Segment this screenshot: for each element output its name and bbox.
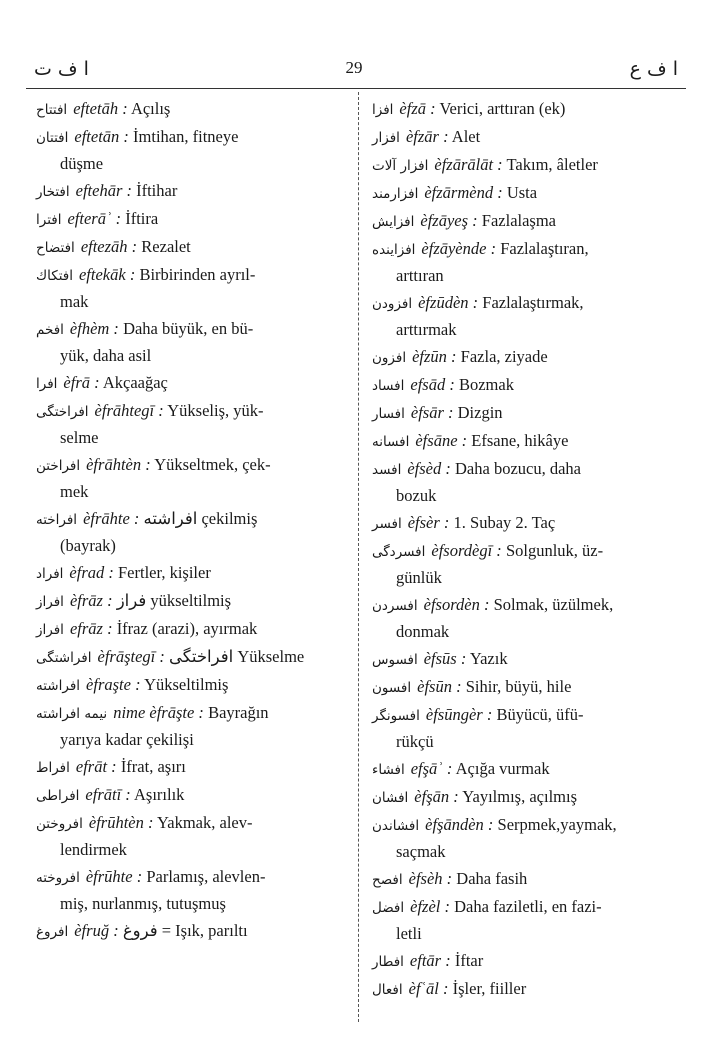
- entry-transliteration: èfraşte :: [86, 675, 141, 694]
- header-rule: [26, 88, 686, 89]
- entry-meaning: Dizgin: [457, 403, 503, 422]
- dictionary-entry: [36, 316, 348, 369]
- entry-transliteration: èfrāz :: [69, 591, 113, 610]
- entry-arabic: افسر: [372, 516, 402, 532]
- entry-transliteration: èfzūdèn :: [418, 293, 479, 312]
- dictionary-entry: [36, 754, 348, 781]
- entry-arabic: افصح: [372, 872, 403, 888]
- dictionary-entry: [36, 452, 348, 505]
- entry-transliteration: èfzārmènd :: [424, 183, 503, 202]
- entry-meaning: Takım, âletler: [506, 155, 598, 174]
- entry-meaning: Akçaağaç: [102, 373, 168, 392]
- dictionary-entry: [372, 756, 676, 783]
- entry-meaning-continued: arttırmak: [396, 320, 457, 339]
- entry-transliteration: èfsèh :: [408, 869, 453, 888]
- entry-arabic: افسد: [372, 462, 402, 478]
- entry-transliteration: eftetān :: [74, 127, 129, 146]
- entry-arabic: افراختگی: [36, 404, 89, 420]
- dictionary-entry: [372, 152, 676, 179]
- dictionary-entry: [372, 456, 676, 509]
- entry-meaning: İfraz (arazi), ayırmak: [116, 619, 258, 638]
- entry-transliteration: èfrūhtèn :: [88, 813, 154, 832]
- entry-meaning: Sihir, büyü, hile: [465, 677, 572, 696]
- entry-transliteration: efrāz :: [69, 619, 113, 638]
- dictionary-entry: [372, 812, 676, 865]
- entry-transliteration: èfsār :: [410, 403, 454, 422]
- dictionary-entry: [372, 674, 676, 701]
- entry-transliteration: èfrūhte :: [85, 867, 143, 886]
- dictionary-entry: [372, 894, 676, 947]
- entry-arabic: افراد: [36, 566, 64, 582]
- entry-arabic: افسون: [372, 680, 412, 696]
- entry-transliteration: efsād :: [410, 375, 455, 394]
- entry-meaning: İftihar: [136, 181, 178, 200]
- entry-transliteration: èfsūn :: [417, 677, 462, 696]
- entry-meaning: Fazlalaşma: [481, 211, 556, 230]
- entry-meaning-continued: arttıran: [396, 266, 444, 285]
- dictionary-entry: [36, 672, 348, 699]
- entry-arabic: افساد: [372, 378, 405, 394]
- entry-meaning: Yükseltmek, çek-: [154, 455, 271, 474]
- entry-arabic: افسوس: [372, 652, 418, 668]
- dictionary-entry: [372, 948, 676, 975]
- dictionary-entry: [36, 398, 348, 451]
- dictionary-entry: [372, 96, 676, 123]
- entry-transliteration: èfsordèn :: [423, 595, 490, 614]
- entry-arabic: افزودن: [372, 296, 413, 312]
- header-right-letters: ا ف ع: [629, 58, 678, 80]
- entry-transliteration: èfzāyeş :: [420, 211, 478, 230]
- entry-meaning: Daha fasih: [456, 869, 528, 888]
- entry-transliteration: èfruğ :: [74, 921, 119, 940]
- entry-transliteration: èfsèr :: [407, 513, 450, 532]
- dictionary-entry: [36, 864, 348, 917]
- entry-transliteration: èfsūngèr :: [425, 705, 493, 724]
- entry-meaning: 1. Subay 2. Taç: [453, 513, 556, 532]
- entry-meaning-continued: bozuk: [396, 486, 437, 505]
- entry-meaning-continued: donmak: [396, 622, 450, 641]
- entry-arabic: افراخته: [36, 512, 78, 528]
- entry-arabic: افروخته: [36, 870, 80, 886]
- entry-arabic: افزایش: [372, 214, 415, 230]
- entry-meaning-continued: letli: [396, 924, 422, 943]
- entry-transliteration: èfşāndèn :: [425, 815, 494, 834]
- dictionary-entry: [36, 700, 348, 753]
- entry-meaning: Alet: [451, 127, 481, 146]
- entry-transliteration: èfrāhtegī :: [94, 401, 164, 420]
- entry-meaning: İmtihan, fitneye: [133, 127, 239, 146]
- entry-meaning: Yayılmış, açılmış: [462, 787, 578, 806]
- entry-meaning: Parlamış, alevlen-: [146, 867, 266, 886]
- entry-meaning: Açılış: [130, 99, 171, 118]
- entry-transliteration: èfʿāl :: [408, 979, 449, 998]
- dictionary-entry: [36, 560, 348, 587]
- entry-meaning-continued: mak: [60, 292, 89, 311]
- entry-arabic: افزاینده: [372, 242, 416, 258]
- dictionary-entry: [36, 262, 348, 315]
- entry-meaning-continued: selme: [60, 428, 99, 447]
- dictionary-entry: [36, 588, 348, 615]
- entry-meaning-continued: rükçü: [396, 732, 434, 751]
- entry-meaning-continued: yük, daha asil: [60, 346, 152, 365]
- dictionary-entry: [36, 506, 348, 559]
- entry-transliteration: èfzèl :: [410, 897, 450, 916]
- entry-meaning: Daha büyük, en bü-: [123, 319, 254, 338]
- entry-arabic: افراز: [36, 594, 64, 610]
- dictionary-entry: [372, 124, 676, 151]
- entry-arabic: افتتاح: [36, 102, 68, 118]
- dictionary-entry: [372, 344, 676, 371]
- entry-meaning-continued: günlük: [396, 568, 442, 587]
- dictionary-entry: [36, 206, 348, 233]
- dictionary-entry: [36, 782, 348, 809]
- entry-arabic: نیمه افراشته: [36, 706, 108, 722]
- entry-arabic: افزار: [372, 130, 400, 146]
- entry-meaning-continued: miş, nurlanmış, tutuşmuş: [60, 894, 226, 913]
- entry-meaning: Yakmak, alev-: [157, 813, 253, 832]
- entry-meaning: افراشته çekilmiş: [143, 509, 258, 528]
- entry-transliteration: èfşān :: [414, 787, 459, 806]
- entry-meaning-continued: saçmak: [396, 842, 446, 861]
- entry-meaning: Rezalet: [141, 237, 191, 256]
- entry-meaning: فراز yükseltilmiş: [116, 591, 232, 610]
- entry-meaning: افراختگی Yükselme: [169, 647, 305, 666]
- entry-meaning: Bayrağın: [208, 703, 269, 722]
- entry-transliteration: èfzārālāt :: [434, 155, 503, 174]
- header-left-letters: ا ف ت: [34, 58, 89, 80]
- dictionary-entry: [372, 784, 676, 811]
- entry-arabic: افسانه: [372, 434, 410, 450]
- entry-meaning: Usta: [506, 183, 538, 202]
- entry-arabic: افسردن: [372, 598, 418, 614]
- entry-arabic: افزون: [372, 350, 407, 366]
- entry-meaning: İfrat, aşırı: [120, 757, 186, 776]
- entry-meaning: Daha faziletli, en fazi-: [454, 897, 602, 916]
- entry-meaning: Verici, arttıran (ek): [439, 99, 566, 118]
- entry-transliteration: èfsāne :: [415, 431, 468, 450]
- dictionary-entry: [372, 976, 676, 1003]
- entry-arabic: افراز: [36, 622, 64, 638]
- dictionary-entry: [372, 180, 676, 207]
- entry-arabic: افزار آلات: [372, 158, 429, 174]
- entry-arabic: افروغ: [36, 924, 69, 940]
- entry-meaning: فروغ = Işık, parıltı: [122, 921, 248, 940]
- entry-transliteration: efşāʾ :: [410, 759, 453, 778]
- entry-transliteration: eftekāk :: [78, 265, 136, 284]
- entry-meaning: Solmak, üzülmek,: [493, 595, 614, 614]
- entry-transliteration: eftetāh :: [73, 99, 128, 118]
- entry-transliteration: eftezāh :: [80, 237, 138, 256]
- entry-meaning: Daha bozucu, daha: [455, 459, 581, 478]
- dictionary-entry: [36, 370, 348, 397]
- entry-transliteration: eftehār :: [75, 181, 132, 200]
- entry-meaning: Serpmek,yaymak,: [497, 815, 617, 834]
- entry-arabic: افتكاك: [36, 268, 73, 284]
- right-column: [372, 96, 676, 1004]
- entry-arabic: افزا: [372, 102, 394, 118]
- entry-arabic: افضل: [372, 900, 405, 916]
- entry-transliteration: èfrāştegī :: [97, 647, 165, 666]
- entry-meaning: Yazık: [469, 649, 508, 668]
- entry-transliteration: efterāʾ :: [67, 209, 122, 228]
- dictionary-entry: [372, 236, 676, 289]
- dictionary-entry: [36, 810, 348, 863]
- entry-meaning-continued: yarıya kadar çekilişi: [60, 730, 194, 749]
- entry-transliteration: eftār :: [409, 951, 451, 970]
- entry-arabic: افتتان: [36, 130, 69, 146]
- column-divider: [358, 92, 359, 1022]
- entry-transliteration: èfzūn :: [412, 347, 457, 366]
- entry-meaning: Bozmak: [458, 375, 514, 394]
- dictionary-entry: [372, 538, 676, 591]
- entry-transliteration: èfzāyènde :: [421, 239, 497, 258]
- entry-arabic: افتضاح: [36, 240, 75, 256]
- dictionary-entry: [372, 866, 676, 893]
- entry-transliteration: èfrāhte :: [83, 509, 140, 528]
- entry-transliteration: èfsordègī :: [431, 541, 502, 560]
- entry-meaning-continued: (bayrak): [60, 536, 116, 555]
- entry-meaning: Yükseltilmiş: [144, 675, 229, 694]
- entry-transliteration: èfzā :: [399, 99, 436, 118]
- dictionary-entry: [36, 178, 348, 205]
- entry-arabic: افتخار: [36, 184, 70, 200]
- dictionary-entry: [36, 616, 348, 643]
- entry-meaning: Fazlalaştıran,: [500, 239, 589, 258]
- dictionary-entry: [372, 428, 676, 455]
- entry-arabic: افسردگی: [372, 544, 426, 560]
- entry-arabic: افراط: [36, 760, 70, 776]
- entry-meaning-continued: mek: [60, 482, 89, 501]
- entry-transliteration: nime èfrāşte :: [113, 703, 204, 722]
- entry-meaning: Büyücü, üfü-: [496, 705, 584, 724]
- entry-arabic: افشاء: [372, 762, 405, 778]
- entry-meaning: İftira: [125, 209, 159, 228]
- dictionary-entry: [36, 96, 348, 123]
- entry-transliteration: èfsūs :: [423, 649, 467, 668]
- entry-arabic: افسونگر: [372, 708, 420, 724]
- dictionary-entry: [36, 644, 348, 671]
- entry-arabic: افطار: [372, 954, 404, 970]
- entry-transliteration: èfrāhtèn :: [86, 455, 151, 474]
- entry-arabic: افراشته: [36, 678, 81, 694]
- entry-arabic: افزارمند: [372, 186, 419, 202]
- entry-meaning-continued: lendirmek: [60, 840, 127, 859]
- dictionary-entry: [36, 124, 348, 177]
- entry-transliteration: èfrā :: [63, 373, 100, 392]
- entry-arabic: افعال: [372, 982, 403, 998]
- entry-arabic: افخم: [36, 322, 64, 338]
- entry-arabic: افشان: [372, 790, 409, 806]
- dictionary-entry: [372, 400, 676, 427]
- entry-meaning: Açığa vurmak: [455, 759, 550, 778]
- entry-transliteration: èfsèd :: [407, 459, 451, 478]
- page-number: 29: [345, 58, 363, 77]
- entry-transliteration: efrāt :: [75, 757, 117, 776]
- entry-meaning: Fazla, ziyade: [460, 347, 548, 366]
- entry-meaning: İşler, fiiller: [452, 979, 527, 998]
- entry-arabic: افراشتگی: [36, 650, 92, 666]
- entry-meaning-continued: düşme: [60, 154, 104, 173]
- entry-meaning: Aşırılık: [134, 785, 185, 804]
- dictionary-entry: [36, 918, 348, 945]
- dictionary-entry: [372, 702, 676, 755]
- entry-meaning: Fertler, kişiler: [118, 563, 211, 582]
- dictionary-entry: [36, 234, 348, 261]
- entry-transliteration: èfhèm :: [69, 319, 119, 338]
- left-column: [36, 96, 348, 946]
- dictionary-entry: [372, 290, 676, 343]
- page-header: [0, 52, 708, 82]
- dictionary-entry: [372, 592, 676, 645]
- entry-meaning: İftar: [454, 951, 484, 970]
- entry-transliteration: èfzār :: [405, 127, 449, 146]
- entry-arabic: افشاندن: [372, 818, 420, 834]
- dictionary-entry: [372, 372, 676, 399]
- entry-meaning: Efsane, hikâye: [471, 431, 569, 450]
- entry-arabic: افترا: [36, 212, 62, 228]
- entry-arabic: افراطی: [36, 788, 80, 804]
- entry-meaning: Birbirinden ayrıl-: [139, 265, 256, 284]
- dictionary-entry: [372, 646, 676, 673]
- entry-transliteration: efrātī :: [85, 785, 131, 804]
- entry-transliteration: èfrad :: [69, 563, 114, 582]
- entry-arabic: افسار: [372, 406, 405, 422]
- entry-arabic: افروختن: [36, 816, 83, 832]
- dictionary-entry: [372, 208, 676, 235]
- entry-arabic: افراختن: [36, 458, 81, 474]
- entry-arabic: افرا: [36, 376, 58, 392]
- entry-meaning: Yükseliş, yük-: [167, 401, 264, 420]
- dictionary-entry: [372, 510, 676, 537]
- entry-meaning: Fazlalaştırmak,: [482, 293, 584, 312]
- entry-meaning: Solgunluk, üz-: [505, 541, 604, 560]
